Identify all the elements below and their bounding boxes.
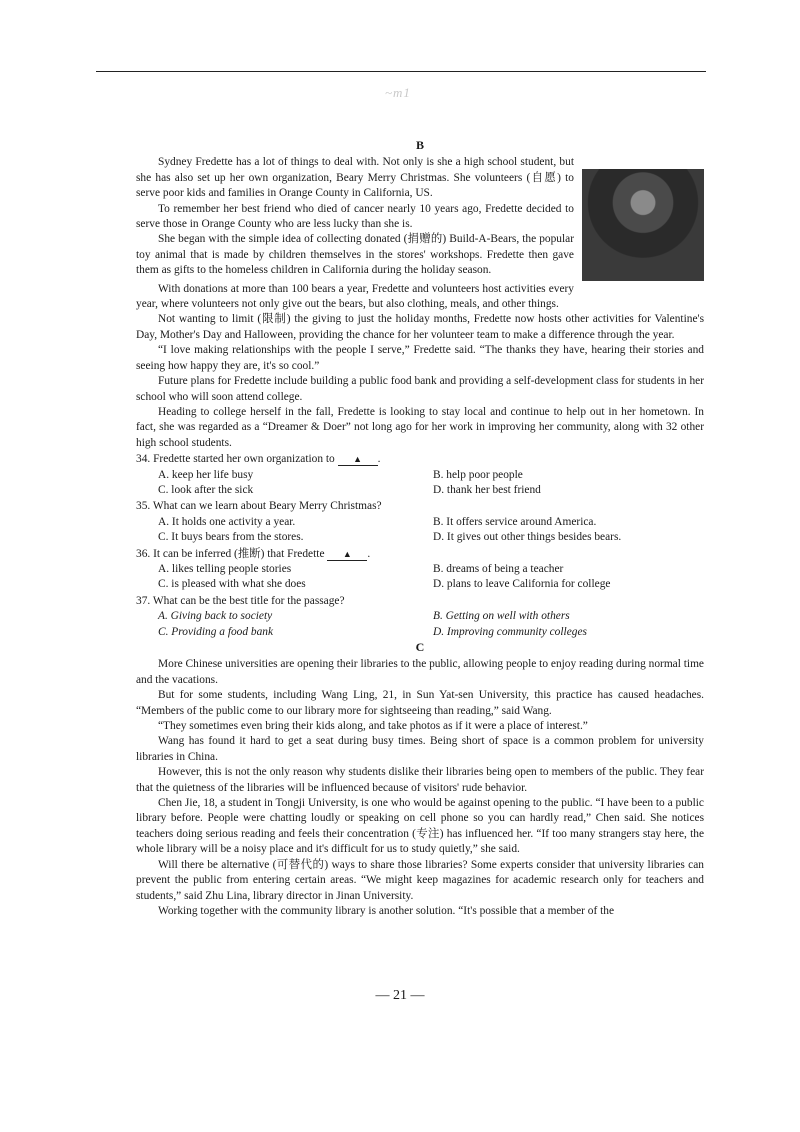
paragraph: Wang has found it hard to get a seat during busy times. Being short of space is a common problem for university libraries in China. xyxy=(136,735,704,763)
option-grid xyxy=(136,468,704,499)
paragraph: With donations at more than 100 bears a year, Fredette and volunteers host activities every year, where volunteers not only give out the bears, but also clothing, meals, and other things. xyxy=(136,282,574,311)
question-stem-text: 34. Fredette started her own organization to xyxy=(136,453,335,466)
option-grid xyxy=(136,609,704,640)
section-b-title: B xyxy=(415,138,424,152)
question-list xyxy=(136,452,704,640)
photo-frame xyxy=(582,169,704,281)
question xyxy=(136,547,704,593)
stem-tail: . xyxy=(367,547,371,560)
paragraph: Heading to college herself in the fall, Fredette is looking to stay local and continue to help out in her hometown. In fact, she was regarded as a “Dreamer & Doer” not long ago for her work in improving her community, along with 32 other high school students. xyxy=(136,405,704,449)
question-stem xyxy=(136,452,704,467)
handwritten-mark: ~m1 xyxy=(385,85,411,100)
answer-option: D. plans to leave California for college xyxy=(433,578,611,591)
question xyxy=(136,499,704,545)
answer-option: D. It gives out other things besides bears. xyxy=(433,531,622,544)
section-c-title: C xyxy=(415,640,425,654)
paragraph: She began with the simple idea of collecting donated (捐赠的) Build-A-Bears, the popular toy animal that is made by children themselves in the stores' workshops. Fredette then gave them as gifts to the homeless children in California during the holiday season. xyxy=(136,233,574,277)
answer-option: A. keep her life busy xyxy=(158,468,254,481)
question-stem xyxy=(136,594,704,609)
question-stem-text: 37. What can be the best title for the passage? xyxy=(136,594,345,607)
stem-tail: . xyxy=(377,453,381,466)
answer-option: C. Providing a food bank xyxy=(158,625,274,638)
paragraph: Future plans for Fredette include building a public food bank and providing a self-development class for students in her school who will soon attend college. xyxy=(136,375,704,403)
answer-option: A. It holds one activity a year. xyxy=(158,515,296,528)
paragraph: However, this is not the only reason why students dislike their libraries being open to members of the public. They fear that the quietness of the libraries will be influenced because of visitors' rude behavior. xyxy=(136,766,704,794)
paragraph: Chen Jie, 18, a student in Tongji University, is one who would be against opening to the public. “I have been to a public library before. People were chatting loudly or speaking on cell phone so you can hardly read,” Chen said. She notices teachers doing serious reading and feels their concentration (专注) has influenced her. “If too many strangers stay here, the whole library will be a noisy place and it's difficult for us to study quietly,” she said. xyxy=(136,797,704,856)
answer-option: B. help poor people xyxy=(433,468,523,481)
question xyxy=(136,594,704,640)
answer-option: A. Giving back to society xyxy=(158,610,273,623)
answer-option: B. Getting on well with others xyxy=(433,610,570,623)
question-stem-text: 35. What can we learn about Beary Merry Christmas? xyxy=(136,500,382,513)
answer-option: B. dreams of being a teacher xyxy=(433,562,564,575)
answer-blank: ▲ xyxy=(338,454,378,466)
answer-option: D. Improving community colleges xyxy=(433,625,587,638)
question-stem xyxy=(136,547,704,562)
page-number: — 21 — xyxy=(375,988,425,1003)
paragraph: Working together with the community library is another solution. “It's possible that a member of the xyxy=(158,904,615,917)
paragraph: Sydney Fredette has a lot of things to deal with. Not only is she a high school student, but she has also set up her own organization, Beary Merry Christmas. She volunteers (自愿) to serve poor kids and families in Orange County in California, US. xyxy=(136,156,574,200)
answer-option: B. It offers service around America. xyxy=(433,515,597,528)
answer-option: D. thank her best friend xyxy=(433,483,541,496)
paragraph: To remember her best friend who died of cancer nearly 10 years ago, Fredette decided to serve those in Orange County who are less lucky than she is. xyxy=(136,202,574,231)
question xyxy=(136,452,704,498)
paragraph: Not wanting to limit (限制) the giving to just the holiday months, Fredette now hosts other activities for Valentine's Day, Mother's Day and Halloween, providing the chance for her volunteer team to make a difference through the year. xyxy=(136,313,704,341)
answer-option: C. look after the sick xyxy=(158,483,254,496)
paragraph: More Chinese universities are opening their libraries to the public, allowing people to enjoy reading during normal time and the vacations. xyxy=(136,658,704,686)
answer-option: A. likes telling people stories xyxy=(158,562,292,575)
answer-option: C. is pleased with what she does xyxy=(158,578,306,591)
question-stem-text: 36. It can be inferred (推断) that Fredette xyxy=(136,547,325,560)
paragraph: “I love making relationships with the people I serve,” Fredette said. “The thanks they have, hearing their stories and seeing how happy they are, it's so cool.” xyxy=(136,344,704,372)
girl-with-bears-photo xyxy=(582,169,704,281)
paragraph: “They sometimes even bring their kids along, and take photos as if it were a place of interest.” xyxy=(158,720,588,733)
answer-option: C. It buys bears from the stores. xyxy=(158,531,304,544)
answer-blank: ▲ xyxy=(327,549,367,561)
question-stem xyxy=(136,499,704,514)
paragraph: Will there be alternative (可替代的) ways to share those libraries? Some experts consider that university libraries can prevent the public from entering certain areas. “We might keep magazines for academic research only for teachers and students,” said Zhu Lina, library director in Jinan University. xyxy=(136,858,704,902)
header-rule xyxy=(96,71,706,72)
paragraph: But for some students, including Wang Ling, 21, in Sun Yat-sen University, this practice has caused headaches. “Members of the public come to our library more for sightseeing than reading,” said Wang. xyxy=(136,689,704,717)
page-content xyxy=(136,138,704,919)
option-grid xyxy=(136,515,704,546)
option-grid xyxy=(136,562,704,593)
